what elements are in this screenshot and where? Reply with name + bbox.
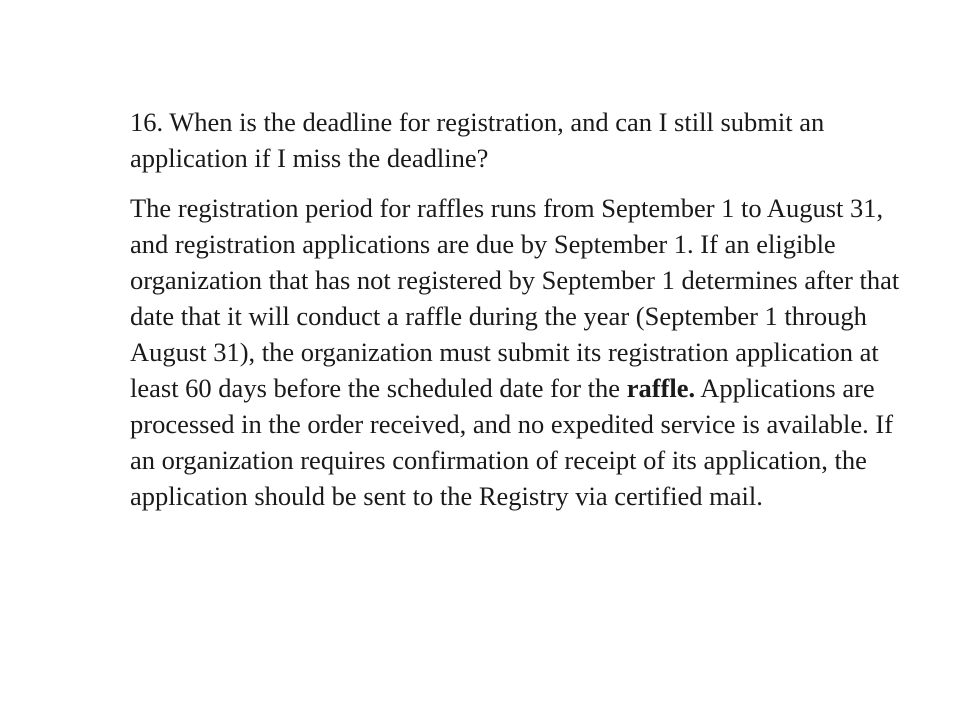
faq-answer [130, 190, 920, 514]
faq-content [130, 104, 920, 514]
faq-answer-bold: raffle. [626, 373, 696, 403]
faq-answer-part2: Applications are processed in the order received, and no expedited service is available. If an organization requires confirmation of receipt of its application, the application should be sent to the Registry via certified mail. [130, 373, 894, 511]
faq-question: 16. When is the deadline for registration, and can I still submit an application if I miss the deadline? [130, 107, 825, 173]
faq-answer-part1: The registration period for raffles runs from September 1 to August 31, and registration applications are due by September 1. If an eligible organization that has not registered by September 1 determines after that date that it will conduct a raffle during the year (September 1 through August 31), the organization must submit its registration application at least 60 days before the scheduled date for the [130, 193, 900, 403]
